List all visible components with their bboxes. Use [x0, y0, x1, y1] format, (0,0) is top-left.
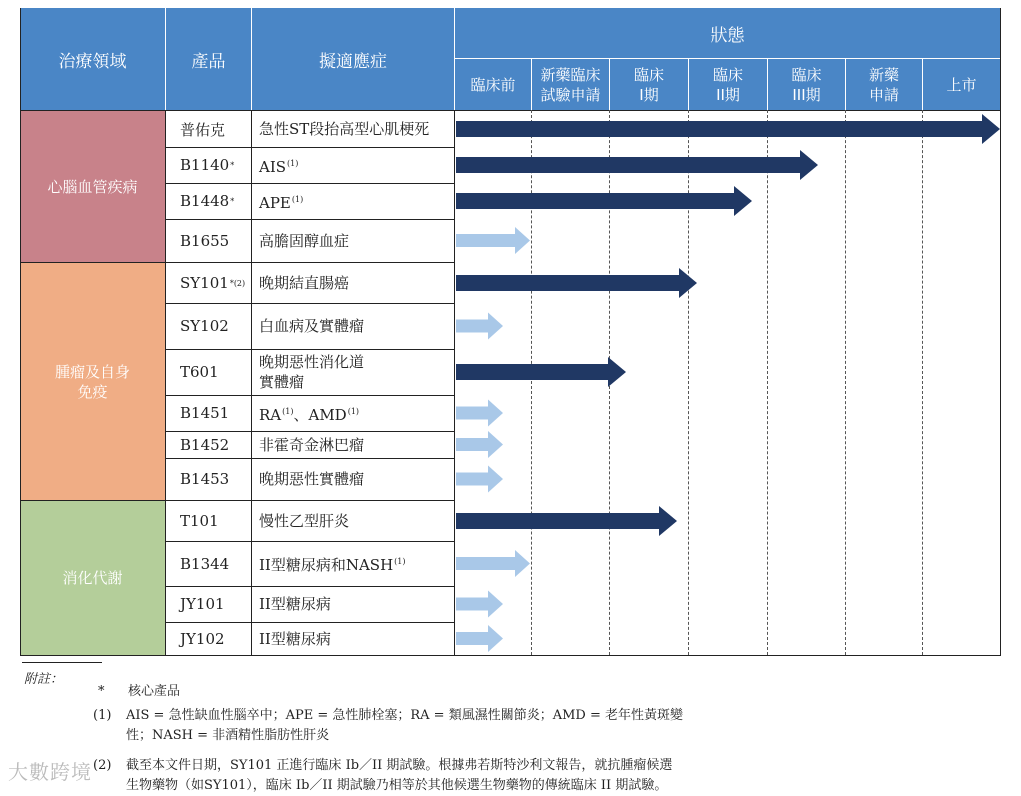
progress-arrow	[456, 431, 503, 458]
product-name: SY101	[180, 274, 229, 292]
product-name: B1451	[180, 404, 230, 422]
progress-arrow	[456, 506, 677, 536]
progress-arrow	[456, 150, 818, 180]
indication-text: II型糖尿病和NASH$^{(1)}$	[259, 556, 406, 574]
indication-footnote-mark: (1)	[394, 557, 406, 566]
indication-footnote-mark: (1)	[347, 406, 360, 416]
category-oncology: 腫瘤及自身 免疫	[20, 263, 165, 500]
indication-footnote-mark: (1)	[282, 406, 294, 416]
header-indication: 擬適應症	[252, 8, 454, 110]
category-cardio: 心腦血管疾病	[20, 111, 165, 262]
note-2-mark: (2)	[93, 758, 112, 773]
indication-text: RA$^{(1)}$、AMD$^{(1)}$	[259, 405, 360, 424]
stage-phase1-label: 臨床 I期	[633, 65, 664, 104]
stage-phase2-label: 臨床 II期	[712, 65, 743, 104]
product-name: 普佑克	[180, 120, 226, 139]
watermark: 大數跨境	[8, 760, 92, 784]
note-2-line1: 截至本文件日期，SY101 正進行臨床 Ib／II 期試驗。根據弗若斯特沙利文報告，就抗腫瘤候選	[126, 758, 673, 773]
header-area: 治療領域	[20, 8, 165, 110]
stage-phase3-label: 臨床 III期	[791, 65, 822, 104]
progress-arrow	[456, 114, 1000, 144]
stage-ind-label: 新藥臨床 試驗申請	[540, 65, 601, 104]
product-name: B1655	[180, 231, 230, 250]
note-2-line2: 生物藥物（如SY101），臨床 Ib／II 期試驗乃相等於其他候選生物藥物的傳統臨床 II 期試驗。	[126, 778, 668, 793]
category-metabolic: 消化代謝	[20, 501, 165, 655]
note-star-text: 核心產品	[128, 684, 181, 699]
progress-arrow	[456, 466, 503, 493]
progress-arrow	[456, 591, 503, 618]
product-name: JY102	[180, 629, 225, 648]
product-name: JY101	[180, 595, 225, 613]
progress-arrow	[456, 550, 530, 577]
stage-nda-label: 新藥 申請	[868, 65, 899, 104]
progress-arrow	[456, 625, 503, 652]
progress-arrow	[456, 227, 530, 254]
progress-arrow	[456, 313, 503, 340]
product-name: B1452	[180, 435, 230, 454]
product-name: T101	[180, 512, 219, 530]
indication-text: 晚期惡性實體瘤	[259, 470, 365, 488]
note-star-mark: *	[98, 684, 105, 699]
header-product: 產品	[166, 8, 251, 110]
product-name: B1453	[180, 470, 230, 488]
product-footnote-mark: *	[230, 196, 235, 206]
progress-arrow	[456, 186, 752, 216]
stage-preclinical: 臨床前	[455, 59, 531, 110]
indication-text: 高膽固醇血症	[259, 231, 350, 250]
indication-text: 白血病及實體瘤	[259, 317, 365, 335]
stage-launch: 上市	[923, 59, 1000, 110]
progress-arrow	[456, 357, 626, 387]
progress-arrow	[456, 400, 503, 427]
product-name: B1140	[180, 156, 230, 174]
header-status: 狀態	[455, 8, 1000, 58]
indication-text: 晚期結直腸癌	[259, 274, 350, 292]
indication-text: II型糖尿病	[259, 629, 331, 648]
notes-title: 附註：	[24, 672, 64, 687]
indication-text: 晚期惡性消化道 實體瘤	[259, 353, 365, 391]
product-footnote-mark: *	[230, 160, 235, 170]
note-1-mark: (1)	[93, 708, 112, 723]
progress-arrow	[456, 268, 697, 298]
note-1-line2: 性；NASH = 非酒精性脂肪性肝炎	[126, 728, 330, 743]
note-1-line1: AIS = 急性缺血性腦卒中；APE = 急性肺栓塞；RA = 類風濕性關節炎；AMD = 老年性黃斑變	[126, 708, 683, 723]
indication-text: 急性ST段抬高型心肌梗死	[259, 120, 430, 138]
product-name: B1344	[180, 554, 230, 573]
product-name: SY102	[180, 317, 229, 335]
product-name: T601	[180, 363, 219, 381]
indication-footnote-mark: (1)	[287, 158, 299, 168]
product-name: B1448	[180, 192, 230, 210]
indication-footnote-mark: (1)	[291, 194, 304, 204]
indication-text: APE$^{(1)}$	[259, 193, 304, 212]
indication-text: 慢性乙型肝炎	[259, 512, 350, 530]
footnote-divider	[22, 662, 102, 663]
indication-text: AIS$^{(1)}$	[259, 157, 299, 176]
product-footnote-mark: *(2)	[229, 278, 246, 288]
indication-text: 非霍奇金淋巴瘤	[259, 435, 365, 454]
indication-text: II型糖尿病	[259, 595, 331, 613]
